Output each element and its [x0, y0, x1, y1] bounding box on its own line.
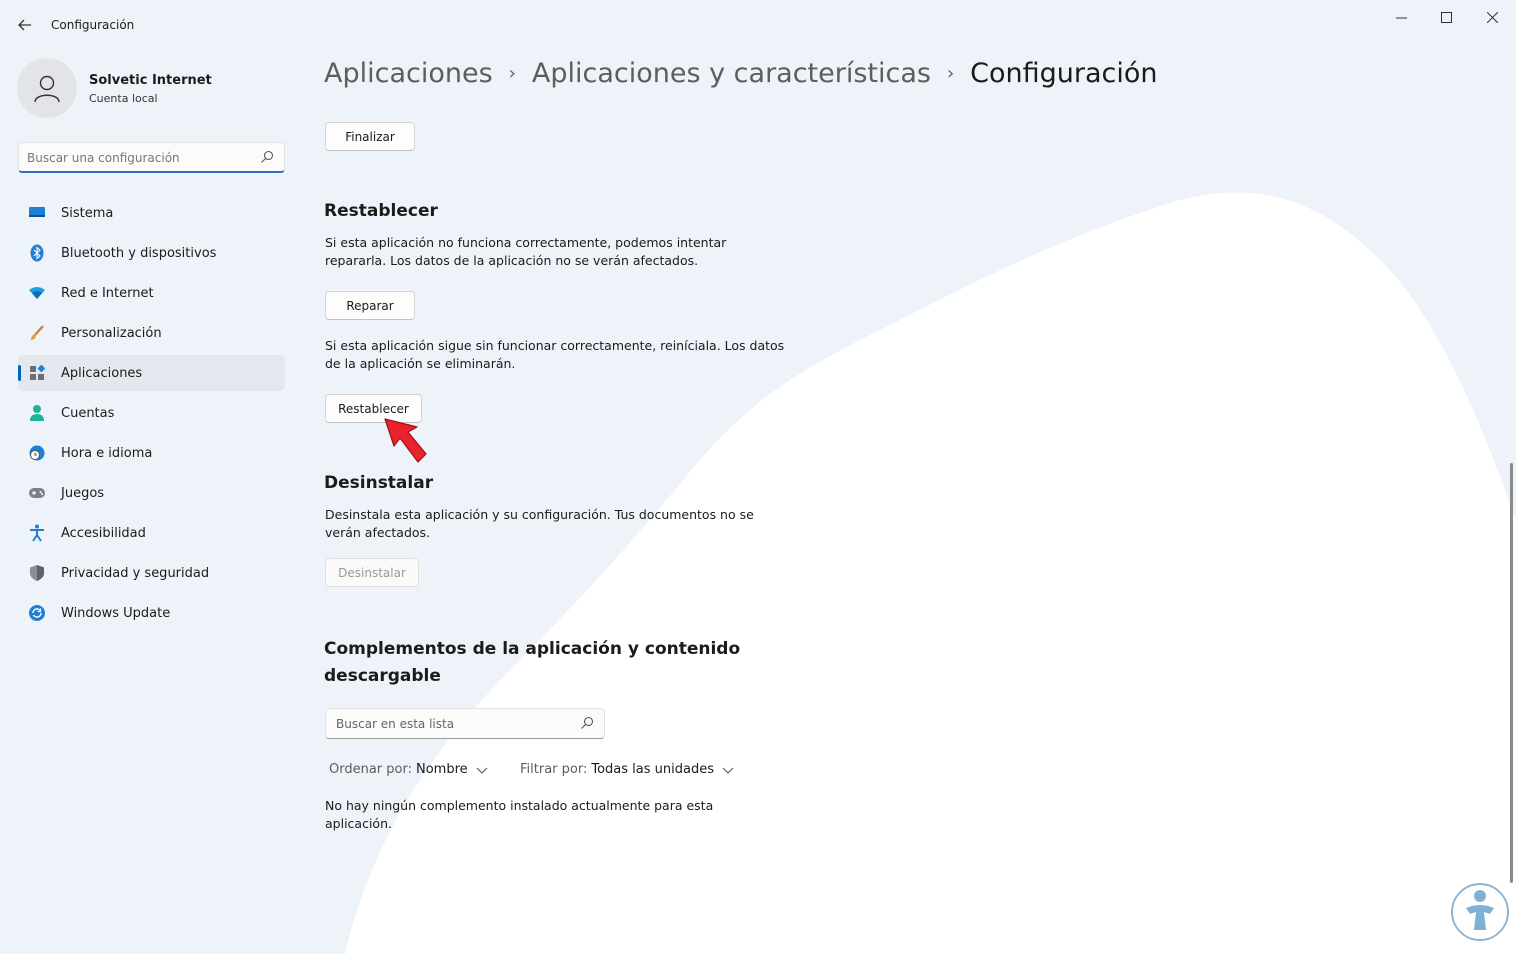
filter-value: Todas las unidades: [591, 762, 714, 777]
gamepad-icon: [28, 484, 46, 502]
breadcrumb-separator: ›: [946, 63, 955, 84]
sort-value: Nombre: [415, 762, 468, 777]
chevron-down-icon: [722, 764, 734, 776]
sidebar-item-label: Hora e idioma: [61, 445, 153, 461]
watermark-logo: [1450, 878, 1510, 946]
profile-account-type: Cuenta local: [89, 92, 158, 105]
settings-search[interactable]: [18, 142, 285, 173]
uninstall-section-title: Desinstalar: [324, 473, 434, 493]
reset-button[interactable]: Restablecer: [325, 394, 422, 423]
accessibility-icon: [28, 524, 46, 542]
sidebar-item-privacidad[interactable]: [18, 555, 285, 591]
addons-search[interactable]: [325, 708, 605, 739]
sidebar-item-hora[interactable]: [18, 435, 285, 471]
search-icon: [580, 716, 594, 730]
maximize-button[interactable]: [1423, 6, 1469, 28]
user-icon: [32, 73, 62, 103]
sidebar-item-label: Juegos: [61, 485, 105, 501]
breadcrumb-item-aplicaciones-caracteristicas[interactable]: Aplicaciones y características: [531, 58, 931, 89]
sidebar-nav: [18, 195, 285, 635]
user-profile[interactable]: [17, 58, 287, 118]
clock-globe-icon: [28, 444, 46, 462]
minimize-icon: [1396, 12, 1407, 23]
addons-empty-message: No hay ningún complemento instalado actualmente para esta aplicación.: [325, 798, 714, 831]
maximize-icon: [1441, 12, 1452, 23]
reset-section-title: Restablecer: [324, 201, 438, 221]
breadcrumb-item-aplicaciones[interactable]: Aplicaciones: [324, 58, 493, 89]
close-button[interactable]: [1469, 6, 1515, 28]
sidebar-item-label: Cuentas: [61, 405, 115, 421]
sidebar-item-label: Aplicaciones: [61, 365, 143, 381]
scrollbar[interactable]: [1510, 463, 1513, 883]
sort-dropdown[interactable]: [329, 762, 488, 777]
search-input[interactable]: [27, 148, 252, 168]
repair-description: Si esta aplicación no funciona correctamente, podemos intentar repararla. Los datos de la aplicación no se verán afectados.: [325, 235, 727, 268]
breadcrumb-separator: ›: [508, 63, 516, 84]
sidebar-item-personalizacion[interactable]: [18, 315, 285, 351]
sidebar-item-label: Red e Internet: [61, 285, 154, 301]
sidebar-item-aplicaciones[interactable]: [18, 355, 285, 391]
breadcrumb: [324, 58, 1158, 89]
addons-section-title: Complementos de la aplicación y contenido descargable: [324, 639, 741, 686]
sidebar-item-accesibilidad[interactable]: [18, 515, 285, 551]
title-bar: [0, 0, 1516, 50]
sidebar-item-label: Sistema: [61, 205, 114, 221]
update-icon: [28, 604, 46, 622]
sidebar-item-label: Privacidad y seguridad: [61, 565, 210, 581]
reset-description: Si esta aplicación sigue sin funcionar correctamente, reiníciala. Los datos de la aplicación se eliminarán.: [325, 338, 785, 371]
back-button[interactable]: [12, 12, 38, 38]
addons-search-input[interactable]: [336, 714, 571, 734]
bluetooth-icon: [28, 244, 46, 262]
app-title: Configuración: [51, 18, 135, 32]
wifi-icon: [28, 284, 46, 302]
filter-label: Filtrar por:: [520, 762, 588, 777]
pointer-arrow-icon: [382, 416, 432, 468]
repair-button[interactable]: Reparar: [325, 291, 415, 320]
sort-label: Ordenar por:: [329, 762, 412, 777]
sidebar-item-cuentas[interactable]: [18, 395, 285, 431]
sidebar-item-windows-update[interactable]: [18, 595, 285, 631]
chevron-down-icon: [476, 764, 488, 776]
person-icon: [28, 404, 46, 422]
close-icon: [1487, 12, 1498, 23]
back-arrow-icon: [18, 18, 32, 32]
finalize-button[interactable]: Finalizar: [325, 122, 415, 151]
sidebar-item-sistema[interactable]: [18, 195, 285, 231]
sidebar-item-label: Bluetooth y dispositivos: [61, 245, 217, 261]
sidebar-item-label: Personalización: [61, 325, 162, 341]
sidebar-item-label: Accesibilidad: [61, 525, 146, 541]
search-icon: [260, 150, 274, 164]
avatar: [17, 58, 77, 118]
monitor-icon: [28, 204, 46, 222]
uninstall-button[interactable]: Desinstalar: [325, 558, 419, 587]
sidebar-item-red[interactable]: [18, 275, 285, 311]
sidebar-item-bluetooth[interactable]: [18, 235, 285, 271]
shield-icon: [28, 564, 46, 582]
page-title: Configuración: [970, 58, 1158, 89]
filter-dropdown[interactable]: [520, 762, 734, 777]
brush-icon: [28, 324, 46, 342]
minimize-button[interactable]: [1378, 6, 1424, 28]
uninstall-description: Desinstala esta aplicación y su configuración. Tus documentos no se verán afectados.: [325, 507, 754, 540]
sidebar-item-juegos[interactable]: [18, 475, 285, 511]
sidebar-item-label: Windows Update: [61, 605, 171, 621]
apps-icon: [28, 364, 46, 382]
profile-name: Solvetic Internet: [89, 73, 212, 88]
